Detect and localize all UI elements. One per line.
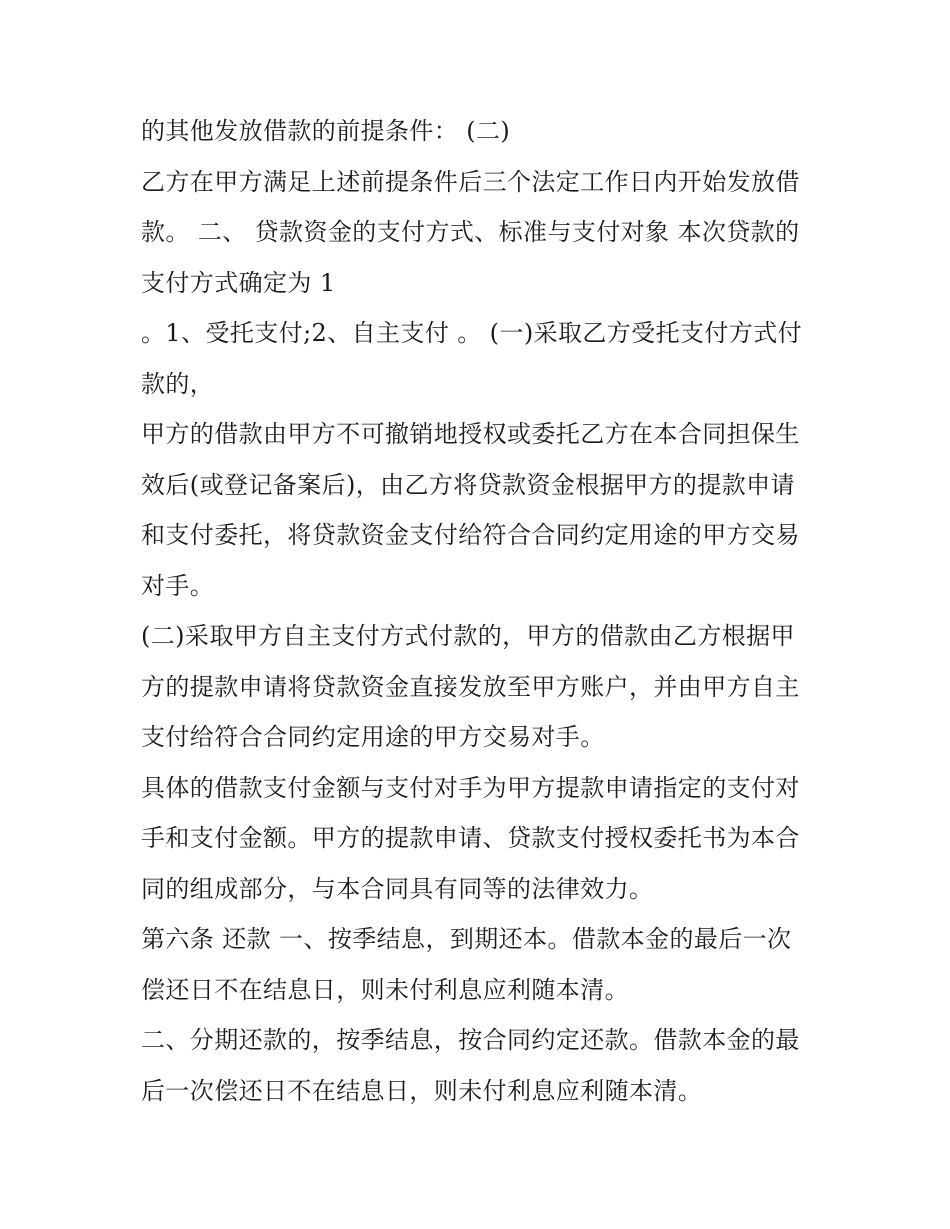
text-line: (二)采取甲方自主支付方式付款的，甲方的借款由乙方根据甲 — [141, 622, 795, 650]
text-line: 和支付委托，将贷款资金支付给符合合同约定用途的甲方交易 — [141, 521, 800, 549]
paragraph-8 — [141, 1015, 821, 1116]
text-line: 偿还日不在结息日，则未付利息应利随本清。 — [141, 975, 629, 1004]
text-line: 对手。 — [141, 571, 215, 600]
text-line: 效后(或登记备案后)，由乙方将贷款资金根据甲方的提款申请 — [141, 470, 795, 499]
text-line: 的其他发放借款的前提条件： (二) — [141, 117, 511, 145]
text-line: 同的组成部分，与本合同具有同等的法律效力。 — [141, 874, 654, 903]
paragraph-5 — [141, 611, 821, 763]
text-line: 后一次偿还日不在结息日，则未付利息应利随本清。 — [141, 1076, 703, 1105]
text-line: 支付给符合合同约定用途的甲方交易对手。 — [141, 723, 605, 751]
text-line: 支付方式确定为 1 — [141, 268, 336, 297]
text-line: 第六条 还款 一、按季结息，到期还本。借款本金的最后一次 — [141, 925, 792, 953]
text-line: 乙方在甲方满足上述前提条件后三个法定工作日内开始发放借 — [141, 167, 800, 196]
text-line: 甲方的借款由甲方不可撤销地授权或委托乙方在本合同担保生 — [141, 420, 800, 448]
text-line: 。1、受托支付;2、自主支付 。 (一)采取乙方受托支付方式付 — [141, 319, 803, 347]
text-line: 具体的借款支付金额与支付对手为甲方提款申请指定的支付对 — [141, 773, 800, 802]
paragraph-3 — [141, 308, 821, 409]
text-line: 款的， — [141, 369, 215, 398]
text-line: 二、分期还款的，按季结息，按合同约定还款。借款本金的最 — [141, 1026, 800, 1054]
paragraph-2 — [141, 157, 821, 309]
document-body — [141, 106, 821, 1116]
paragraph-7 — [141, 914, 821, 1015]
text-line: 手和支付金额。甲方的提款申请、贷款支付授权委托书为本合 — [141, 824, 800, 852]
text-line: 方的提款申请将贷款资金直接发放至甲方账户，并由甲方自主 — [141, 672, 800, 701]
paragraph-6 — [141, 763, 821, 915]
text-line: 款。 二、 贷款资金的支付方式、标准与支付对象 本次贷款的 — [141, 218, 800, 246]
paragraph-1 — [141, 106, 821, 157]
paragraph-4 — [141, 409, 821, 611]
